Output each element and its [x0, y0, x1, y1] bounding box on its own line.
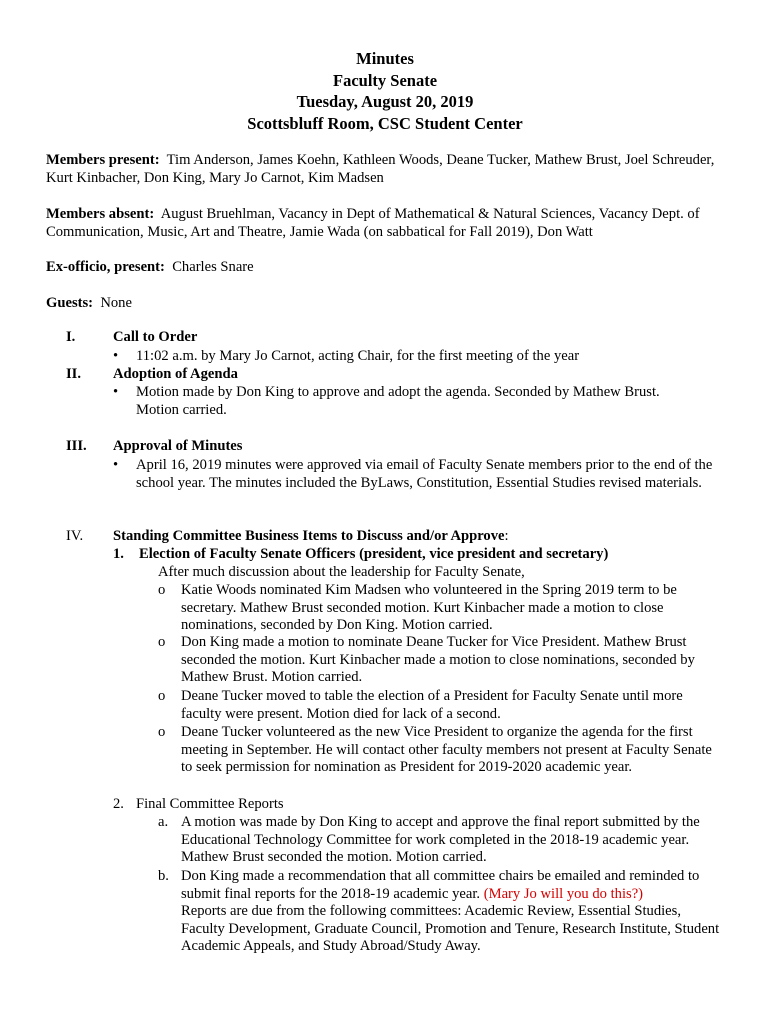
sub1-item-1-text: Katie Woods nominated Kim Madsen who volunteered in the Spring 2019 term to be secretary. Mathew Brust seconded motion. Kurt Kinbacher made a motion to close nominations, seconded by Don King. Motion carried.: [181, 582, 677, 633]
sub2-item-b-note: (Mary Jo will you do this?): [483, 885, 644, 902]
item-i-number: I.: [66, 329, 76, 345]
item-iii-title: Approval of Minutes: [113, 438, 243, 454]
sub1-title: Election of Faculty Senate Officers (president, vice president and secretary): [139, 546, 609, 562]
circle-bullet-icon: o: [158, 724, 166, 740]
title-location: Scottsbluff Room, CSC Student Center: [247, 113, 523, 133]
title-minutes: Minutes: [356, 49, 414, 68]
item-iv-number: IV.: [66, 528, 84, 544]
sub1-intro: After much discussion about the leadership for Faculty Senate,: [158, 564, 525, 580]
sub1-item-1: [158, 582, 713, 635]
item-iv-title-text: Standing Committee Business Items to Discuss and/or Approve: [113, 528, 505, 544]
item-i-title: Call to Order: [113, 329, 198, 345]
circle-bullet-icon: o: [158, 582, 166, 598]
guests-label: Guests:: [46, 295, 94, 311]
sub1-item-3: [158, 688, 713, 723]
sub2-item-b-reports: Reports are due from the following committees: Academic Review, Essential Studies, Faculty Development, Graduate Council, Promotion and Tenure, Research Institute, Student Academic Appeals, and Study Abroad/Study Away.: [181, 903, 720, 954]
bullet-icon: •: [113, 384, 119, 400]
members-present: [46, 152, 722, 187]
members-absent: [46, 206, 722, 241]
guests-text: None: [100, 295, 132, 311]
sub1-item-3-text: Deane Tucker moved to table the election of a President for Faculty Senate until more faculty were present. Motion died for lack of a second.: [181, 688, 683, 722]
item-ii-text: Motion made by Don King to approve and adopt the agenda. Seconded by Mathew Brust. Motion carried.: [136, 384, 660, 418]
item-i-bullet: [113, 348, 713, 366]
ex-officio-text: Charles Snare: [172, 259, 254, 275]
ex-officio: [46, 259, 722, 277]
item-iv-title: [113, 528, 509, 546]
item-i-text: 11:02 a.m. by Mary Jo Carnot, acting Chair, for the first meeting of the year: [136, 348, 580, 364]
sub2-item-a: [158, 814, 728, 867]
sub1-item-4: [158, 724, 713, 777]
item-iii-number: III.: [66, 438, 87, 454]
sub1-item-2-text: Don King made a motion to nominate Deane Tucker for Vice President. Mathew Brust seconded the motion. Kurt Kinbacher made a motion to close nominations, seconded by Mathew Brust. Motion carried.: [181, 634, 695, 685]
sub2-item-a-label: a.: [158, 814, 169, 830]
item-ii-title: Adoption of Agenda: [113, 366, 238, 382]
sub2-item-b-body: [181, 868, 723, 956]
sub2-number: 2.: [113, 796, 124, 812]
title-faculty-senate: Faculty Senate: [332, 70, 438, 90]
members-absent-label: Members absent:: [46, 206, 155, 222]
circle-bullet-icon: o: [158, 688, 166, 704]
sub1-item-2: [158, 634, 718, 687]
title-date: Tuesday, August 20, 2019: [296, 92, 474, 111]
item-iii-bullet: [113, 457, 713, 492]
members-present-label: Members present:: [46, 152, 160, 168]
sub1-number: 1.: [113, 546, 124, 562]
bullet-icon: •: [113, 457, 119, 473]
bullet-icon: •: [113, 348, 119, 364]
members-absent-text: August Bruehlman, Vacancy in Dept of Mathematical & Natural Sciences, Vacancy Dept. of Communication, Music, Art and Theatre, Jamie Wada (on sabbatical for Fall 2019), Don Watt: [46, 206, 700, 240]
item-ii-bullet: [113, 384, 693, 419]
sub2-title: Final Committee Reports: [136, 796, 284, 812]
sub1-item-4-text: Deane Tucker volunteered as the new Vice President to organize the agenda for the first meeting in September. He will contact other faculty members not present at Faculty Senate to seek permission for nomination as President for 2019-2020 academic year.: [181, 724, 712, 775]
document-title: [0, 0, 770, 134]
sub2-item-b-label: b.: [158, 868, 169, 884]
ex-officio-label: Ex-officio, present:: [46, 259, 165, 275]
item-ii-number: II.: [66, 366, 82, 382]
guests: [46, 295, 722, 313]
sub2-item-b-text: Don King made a recommendation that all committee chairs be emailed and reminded to submit final reports for the 2018-19 academic year.: [181, 868, 700, 902]
item-iv-colon: :: [504, 528, 509, 544]
circle-bullet-icon: o: [158, 634, 166, 650]
members-present-text: Tim Anderson, James Koehn, Kathleen Woods, Deane Tucker, Mathew Brust, Joel Schreuder, Kurt Kinbacher, Don King, Mary Jo Carnot, Kim Madsen: [46, 152, 715, 186]
sub2-item-a-text: A motion was made by Don King to accept and approve the final report submitted by the Educational Technology Committee for work completed in the 2018-19 academic year. Mathew Brust seconded the motion. Motion carried.: [181, 814, 700, 865]
item-iii-text: April 16, 2019 minutes were approved via email of Faculty Senate members prior to the end of the school year. The minutes included the ByLaws, Constitution, Essential Studies revised materials.: [136, 457, 713, 491]
sub2-item-b: [158, 868, 723, 956]
